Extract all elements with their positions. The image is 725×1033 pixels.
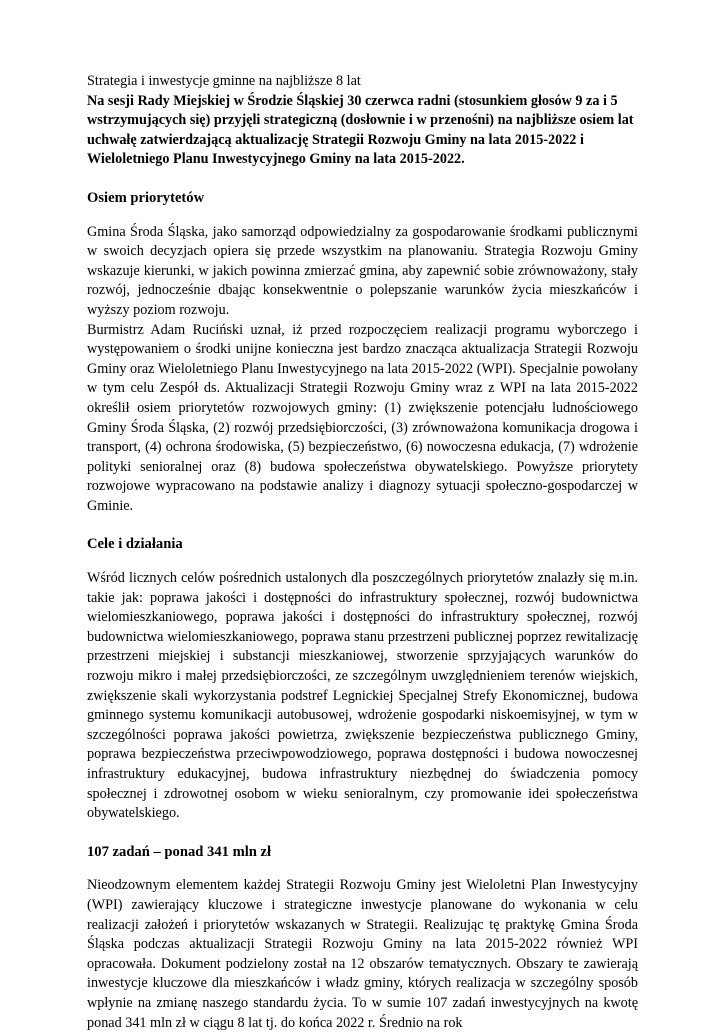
document-header-line: Strategia i inwestycje gminne na najbliższe 8 lat: [87, 73, 361, 89]
section-paragraph: Nieodzownym elementem każdej Strategii Rozwoju Gminy jest Wieloletni Plan Inwestycyjny (WPI) zawierający kluczowe i strategiczne inwestycje planowane do wykonania w celu realizacji założeń i priorytetów wskazanych w Strategii. Realizując tę praktykę Gmina Środa Śląska podczas aktualizacji Strategii Rozwoju Gminy na lata 2015-2022 również WPI opracowała. Dokument podzielony został na 12 obszarów tematycznych. Obszary te zawierają inwestycje kluczowe dla mieszkańców i władz gminy, których realizacja w szczególny sposób wpłynie na zmianę naszego standardu życia. To w sumie 107 zadań inwestycyjnych na kwotę ponad 341 mln zł w ciągu 8 lat tj. do końca 2022 r. Średnio na rok: [87, 877, 638, 1031]
section-heading-goals: Cele i działania: [87, 536, 183, 553]
section-heading-tasks: 107 zadań – ponad 341 mln zł: [87, 843, 272, 860]
document-lead: Na sesji Rady Miejskiej w Środzie Śląskiej 30 czerwca radni (stosunkiem głosów 9 za i 5 wstrzymujących się) przyjęli strategiczną (dosłownie i w przenośni) na najbliższe osiem lat uchwałę zatwierdzającą aktualizację Strategii Rozwoju Gminy na lata 2015-2022 i Wieloletniego Planu Inwestycyjnego Gminy na lata 2015-2022.: [87, 92, 634, 168]
section-paragraph: Wśród licznych celów pośrednich ustalonych dla poszczególnych priorytetów znalazły się m.in. takie jak: poprawa jakości i dostępności do infrastruktury społecznej, rozwój budownictwa wielomieszkaniowego, poprawa jakości i dostępności do infrastruktury społecznej, rozwój budownictwa wielomieszkaniowego, poprawa stanu przestrzeni publicznej poprzez rewitalizację przestrzeni miejskiej i substancji mieszkaniowej, stworzenie sprzyjających warunków do rozwoju mikro i małej przedsiębiorczości, ze szczególnym uwzględnieniem terenów wiejskich, zwiększenie skali wykorzystania podstref Legnickiej Specjalnej Strefy Ekonomicznej, budowa gminnego systemu komunikacji autobusowej, wdrożenie gospodarki niskoemisyjnej, w tym w szczególności poprawa jakości powietrza, zwiększenie bezpieczeństwa publicznego Gminy, poprawa bezpieczeństwa przeciwpowodziowego, poprawa dostępności i budowa nowoczesnej infrastruktury edukacyjnej, budowa infrastruktury niezbędnej do świadczenia pomocy społecznej i zdrowotnej osobom w wieku senioralnym, czy promowanie idei społeczeństwa obywatelskiego.: [87, 570, 638, 822]
section-heading-priorities: Osiem priorytetów: [87, 189, 205, 206]
section-paragraph: Gmina Środa Śląska, jako samorząd odpowiedzialny za gospodarowanie środkami publicznymi w swoich decyzjach opiera się przede wszystkim na planowaniu. Strategia Rozwoju Gminy wskazuje kierunki, w jakich powinna zmierzać gmina, aby zapewnić sobie zrównoważony, stały rozwój, jednocześnie dbając konsekwentnie o polepszanie warunków życia mieszkańców i wyższy poziom rozwoju.: [87, 223, 638, 318]
section-paragraph: Burmistrz Adam Ruciński uznał, iż przed rozpoczęciem realizacji programu wyborczego i występowaniem o środki unijne konieczna jest bardzo znacząca aktualizacja Strategii Rozwoju Gminy oraz Wieloletniego Planu Inwestycyjnego na lata 2015-2022 (WPI). Specjalnie powołany w tym celu Zespół ds. Aktualizacji Strategii Rozwoju Gminy wraz z WPI na lata 2015-2022 określił osiem priorytetów rozwojowych gminy: (1) zwiększenie potencjału ludnościowego Gminy Środa Śląska, (2) rozwój przedsiębiorczości, (3) zrównoważona komunikacja drogowa i transport, (4) ochrona środowiska, (5) bezpieczeństwo, (6) nowoczesna edukacja, (7) wdrożenie polityki senioralnej oraz (8) budowa społeczeństwa obywatelskiego. Powyższe priorytety rozwojowe wypracowano na podstawie analizy i diagnozy sytuacji społeczno-gospodarczej w Gminie.: [87, 321, 638, 514]
